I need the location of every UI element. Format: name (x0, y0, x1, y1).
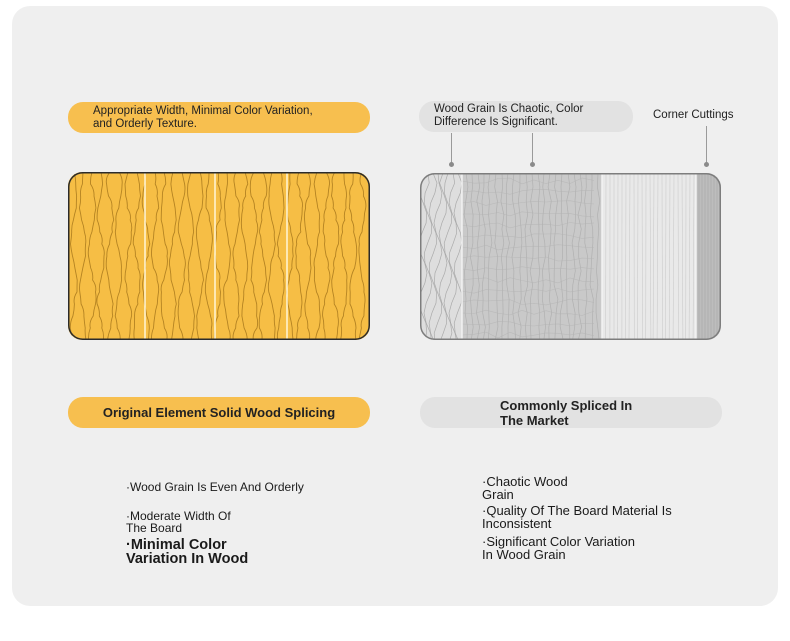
right-bullet-2: ·Quality Of The Board Material Is Inconsistent (482, 503, 672, 531)
left-bullet-3: ·Minimal Color Variation In Wood (126, 537, 249, 567)
left-title-pill (68, 397, 370, 428)
right-bullet-1: ·Chaotic Wood Grain (482, 474, 568, 502)
right-title: Commonly Spliced In The Market (500, 397, 633, 428)
right-callout-text: Wood Grain Is Chaotic, Color Difference Is Significant. (434, 103, 584, 128)
left-bullet-1: ·Wood Grain Is Even And Orderly (126, 480, 304, 494)
callout-leader-line (532, 133, 533, 163)
corner-cuttings-label: Corner Cuttings (653, 109, 734, 121)
solid-wood-board-illustration (68, 172, 370, 340)
corner-leader-line (706, 126, 707, 163)
left-callout-text: Appropriate Width, Minimal Color Variation, and Orderly Texture. (93, 105, 313, 130)
corner-leader-dot (704, 162, 709, 167)
callout-leader-dot (449, 162, 454, 167)
callout-leader-dot (530, 162, 535, 167)
right-bullet-3: ·Significant Color Variation In Wood Grain (482, 534, 635, 562)
callout-leader-line (451, 133, 452, 163)
right-title-pill (420, 397, 722, 428)
left-bullet-2: ·Moderate Width Of The Board (126, 509, 231, 535)
market-spliced-board-illustration (420, 173, 721, 340)
left-callout-pill (68, 102, 370, 133)
left-title: Original Element Solid Wood Splicing (102, 405, 336, 420)
right-callout-pill (419, 101, 633, 132)
